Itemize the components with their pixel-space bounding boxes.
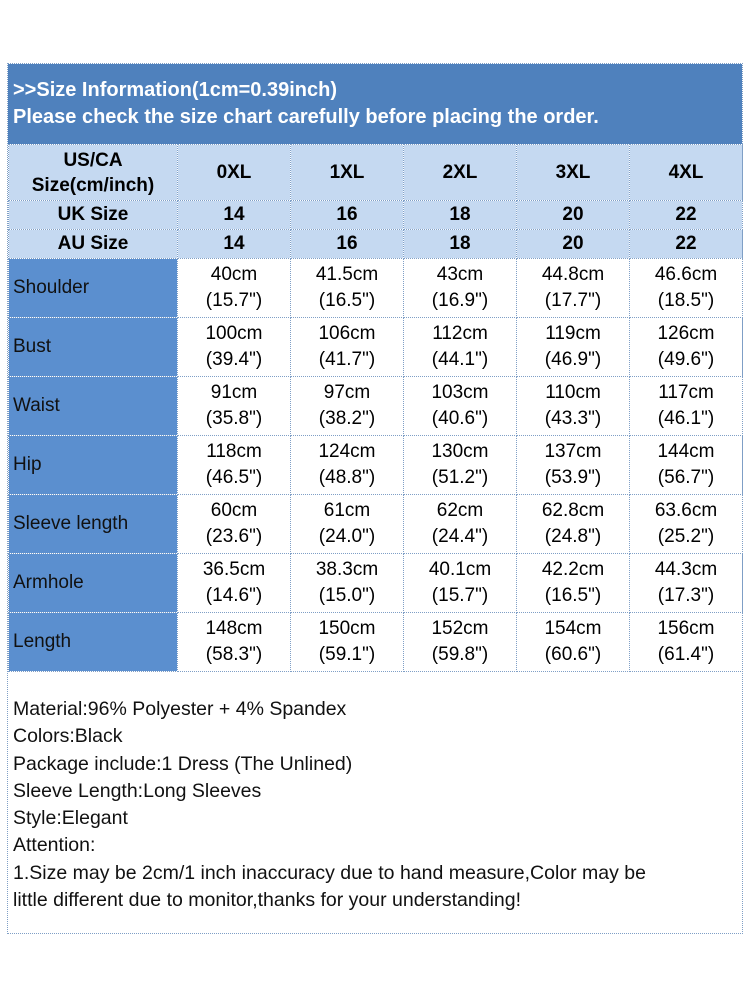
- measurement-row: [9, 554, 743, 613]
- size-table: [8, 144, 743, 672]
- cm-value: 44.3cm: [654, 559, 718, 580]
- cm-value: 154cm: [544, 618, 602, 639]
- measurement-cell: [630, 377, 743, 436]
- measurement-label: Waist: [9, 377, 178, 436]
- cm-value: 91cm: [210, 382, 258, 403]
- measurement-cell: [291, 554, 404, 613]
- style-text: Style:Elegant: [13, 807, 128, 830]
- measurement-cell: [178, 259, 291, 318]
- uk-size-label: UK Size: [9, 201, 178, 230]
- measurement-cell: [178, 436, 291, 495]
- measurement-cell: [517, 377, 630, 436]
- measurement-cell: [404, 318, 517, 377]
- uk-size-cell: 20: [517, 201, 630, 230]
- measurement-cell: [291, 613, 404, 672]
- inch-value: (53.9"): [544, 467, 602, 488]
- attention-note-line2: little different due to monitor,thanks for your understanding!: [13, 889, 522, 912]
- measurement-row: [9, 259, 743, 318]
- size-info-title: >>Size Information(1cm=0.39inch): [13, 79, 337, 101]
- cm-value: 110cm: [545, 382, 601, 403]
- uk-size-cell: 14: [178, 201, 291, 230]
- inch-value: (58.3"): [205, 644, 263, 665]
- measurement-cell: [291, 495, 404, 554]
- us-size-cell: 1XL: [291, 145, 404, 201]
- inch-value: (17.3"): [657, 585, 715, 606]
- au-size-row: [9, 230, 743, 259]
- cm-value: 156cm: [657, 618, 715, 639]
- measurement-cell: [178, 377, 291, 436]
- uk-size-cell: 16: [291, 201, 404, 230]
- inch-value: (18.5"): [657, 290, 715, 311]
- cm-value: 46.6cm: [654, 264, 718, 285]
- measurement-cell: [178, 613, 291, 672]
- inch-value: (16.5"): [544, 585, 602, 606]
- inch-value: (24.4"): [431, 526, 489, 547]
- inch-value: (44.1"): [431, 349, 489, 370]
- measurement-cell: [291, 318, 404, 377]
- inch-value: (15.7"): [205, 290, 263, 311]
- us-size-cell: 2XL: [404, 145, 517, 201]
- cm-value: 62cm: [436, 500, 484, 521]
- cm-value: 36.5cm: [202, 559, 266, 580]
- measurement-cell: [517, 613, 630, 672]
- uk-size-cell: 18: [404, 201, 517, 230]
- inch-value: (24.8"): [544, 526, 602, 547]
- measurement-cell: [630, 613, 743, 672]
- measurement-cell: [178, 495, 291, 554]
- inch-value: (24.0"): [318, 526, 376, 547]
- us-size-cell: 3XL: [517, 145, 630, 201]
- measurement-label: Bust: [9, 318, 178, 377]
- cm-value: 63.6cm: [654, 500, 718, 521]
- size-info-instruction: Please check the size chart carefully before placing the order.: [13, 106, 599, 128]
- inch-value: (43.3"): [544, 408, 602, 429]
- inch-value: (16.5"): [318, 290, 376, 311]
- measurement-cell: [178, 318, 291, 377]
- measurement-cell: [178, 554, 291, 613]
- inch-value: (46.5"): [205, 467, 263, 488]
- cm-value: 40.1cm: [428, 559, 492, 580]
- product-info: [13, 696, 739, 914]
- measurement-row: [9, 377, 743, 436]
- cm-value: 124cm: [318, 441, 376, 462]
- cm-value: 144cm: [657, 441, 715, 462]
- measurement-cell: [630, 495, 743, 554]
- size-corner-header: US/CA Size(cm/inch): [9, 145, 178, 201]
- colors-text: Colors:Black: [13, 725, 123, 748]
- cm-value: 44.8cm: [541, 264, 605, 285]
- size-chart-frame: [7, 63, 743, 934]
- measurement-cell: [517, 259, 630, 318]
- au-size-cell: 18: [404, 230, 517, 259]
- uk-size-cell: 22: [630, 201, 743, 230]
- cm-value: 130cm: [431, 441, 489, 462]
- au-size-cell: 22: [630, 230, 743, 259]
- inch-value: (51.2"): [431, 467, 489, 488]
- attention-label: Attention:: [13, 834, 96, 857]
- cm-value: 112cm: [432, 323, 488, 344]
- inch-value: (25.2"): [657, 526, 715, 547]
- inch-value: (46.9"): [544, 349, 602, 370]
- measurement-cell: [291, 436, 404, 495]
- cm-value: 42.2cm: [541, 559, 605, 580]
- cm-value: 97cm: [323, 382, 371, 403]
- package-text: Package include:1 Dress (The Unlined): [13, 752, 353, 775]
- inch-value: (46.1"): [657, 408, 715, 429]
- measurement-cell: [517, 554, 630, 613]
- cm-value: 62.8cm: [541, 500, 605, 521]
- measurement-cell: [404, 259, 517, 318]
- measurement-cell: [404, 495, 517, 554]
- cm-value: 106cm: [318, 323, 376, 344]
- au-size-cell: 14: [178, 230, 291, 259]
- measurement-cell: [291, 377, 404, 436]
- measurement-label: Hip: [9, 436, 178, 495]
- inch-value: (61.4"): [657, 644, 715, 665]
- inch-value: (48.8"): [318, 467, 376, 488]
- measurement-row: [9, 495, 743, 554]
- measurement-cell: [517, 495, 630, 554]
- inch-value: (15.0"): [318, 585, 376, 606]
- inch-value: (60.6"): [544, 644, 602, 665]
- measurement-cell: [630, 318, 743, 377]
- measurement-row: [9, 613, 743, 672]
- cm-value: 61cm: [323, 500, 371, 521]
- cm-value: 152cm: [431, 618, 489, 639]
- cm-value: 60cm: [210, 500, 258, 521]
- measurement-cell: [404, 436, 517, 495]
- us-size-cell: 0XL: [178, 145, 291, 201]
- inch-value: (23.6"): [205, 526, 263, 547]
- attention-note-line1: 1.Size may be 2cm/1 inch inaccuracy due to hand measure,Color may be: [13, 861, 646, 884]
- inch-value: (15.7"): [431, 585, 489, 606]
- inch-value: (16.9"): [431, 290, 489, 311]
- inch-value: (35.8"): [205, 408, 263, 429]
- cm-value: 43cm: [436, 264, 484, 285]
- measurement-label: Sleeve length: [9, 495, 178, 554]
- inch-value: (39.4"): [205, 349, 263, 370]
- us-size-row: [9, 145, 743, 201]
- cm-value: 100cm: [205, 323, 263, 344]
- au-size-cell: 16: [291, 230, 404, 259]
- cm-value: 137cm: [544, 441, 602, 462]
- measurement-label: Length: [9, 613, 178, 672]
- uk-size-row: [9, 201, 743, 230]
- inch-value: (59.1"): [318, 644, 376, 665]
- inch-value: (14.6"): [205, 585, 263, 606]
- measurement-label: Shoulder: [9, 259, 178, 318]
- cm-value: 103cm: [431, 382, 489, 403]
- measurement-cell: [517, 436, 630, 495]
- inch-value: (59.8"): [431, 644, 489, 665]
- measurement-cell: [630, 554, 743, 613]
- cm-value: 118cm: [206, 441, 262, 462]
- measurement-rows: [9, 259, 743, 672]
- measurement-cell: [291, 259, 404, 318]
- cm-value: 40cm: [210, 264, 258, 285]
- inch-value: (38.2"): [318, 408, 376, 429]
- inch-value: (49.6"): [657, 349, 715, 370]
- measurement-cell: [404, 377, 517, 436]
- us-size-cell: 4XL: [630, 145, 743, 201]
- cm-value: 148cm: [205, 618, 263, 639]
- cm-value: 117cm: [658, 382, 714, 403]
- cm-value: 38.3cm: [315, 559, 379, 580]
- measurement-cell: [404, 613, 517, 672]
- measurement-row: [9, 436, 743, 495]
- measurement-row: [9, 318, 743, 377]
- measurement-cell: [517, 318, 630, 377]
- measurement-label: Armhole: [9, 554, 178, 613]
- material-text: Material:96% Polyester + 4% Spandex: [13, 698, 347, 720]
- inch-value: (56.7"): [657, 467, 715, 488]
- sleeve-text: Sleeve Length:Long Sleeves: [13, 779, 262, 802]
- size-info-header: [8, 64, 742, 144]
- au-size-label: AU Size: [9, 230, 178, 259]
- au-size-cell: 20: [517, 230, 630, 259]
- inch-value: (41.7"): [318, 349, 376, 370]
- inch-value: (17.7"): [544, 290, 602, 311]
- cm-value: 41.5cm: [315, 264, 379, 285]
- cm-value: 126cm: [657, 323, 715, 344]
- measurement-cell: [630, 259, 743, 318]
- measurement-cell: [630, 436, 743, 495]
- cm-value: 150cm: [318, 618, 376, 639]
- measurement-cell: [404, 554, 517, 613]
- cm-value: 119cm: [545, 323, 601, 344]
- inch-value: (40.6"): [431, 408, 489, 429]
